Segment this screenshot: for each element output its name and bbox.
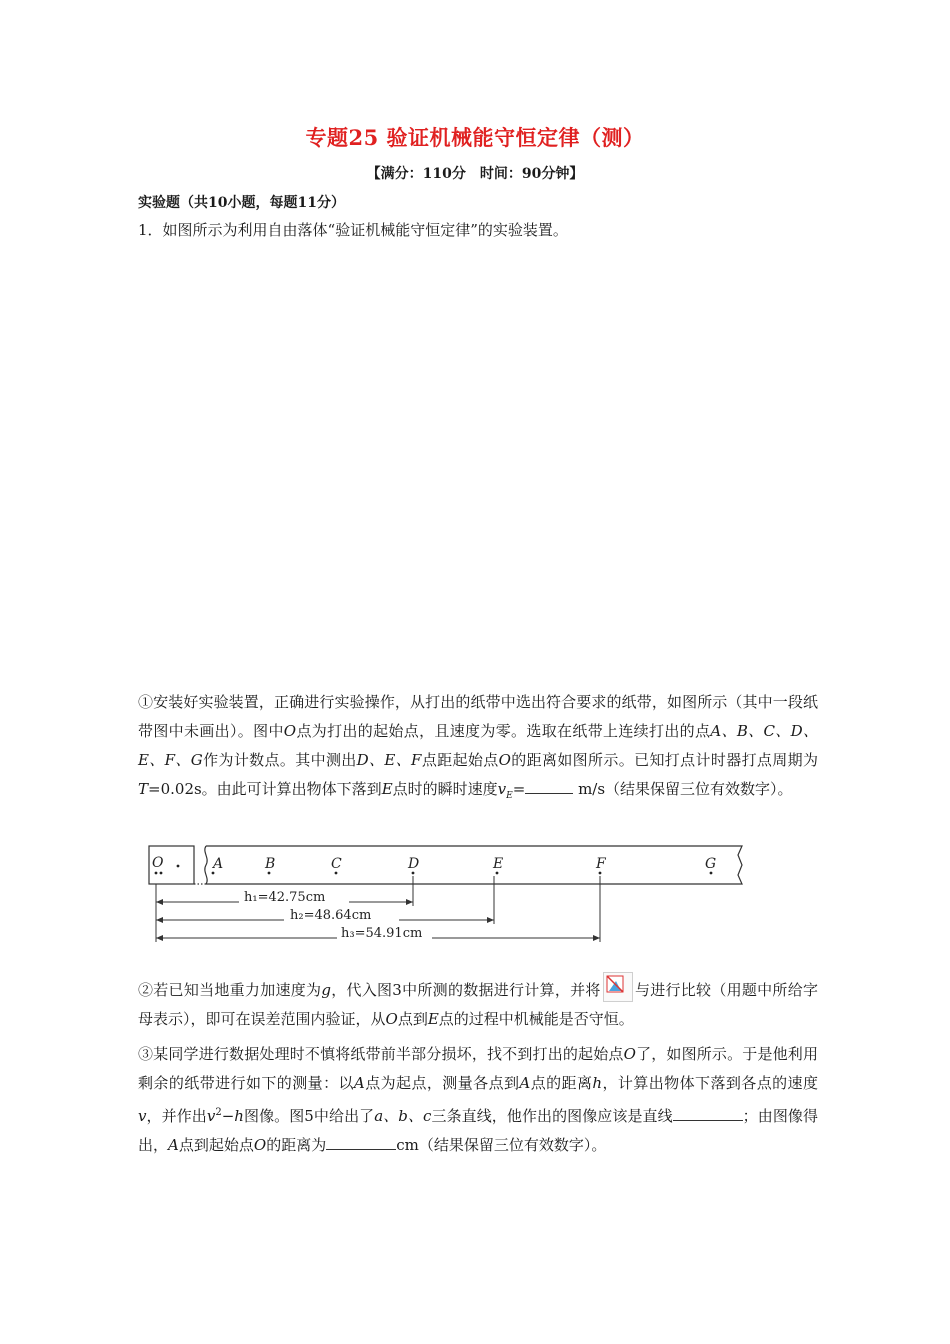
label-h3: h₃=54.91cm xyxy=(341,926,423,941)
tape-strip xyxy=(149,846,742,884)
tape-label-E: E xyxy=(493,856,504,872)
label-h1: h₁=42.75cm xyxy=(244,890,326,905)
formula-image-icon xyxy=(603,972,633,1002)
label-h2: h₂=48.64cm xyxy=(290,908,372,923)
paper-tape-diagram xyxy=(144,840,749,950)
tape-main-segment xyxy=(206,846,742,884)
score-time-info: 【满分：110分 时间：90分钟】 xyxy=(366,166,584,182)
answer-blank-line[interactable] xyxy=(673,1120,743,1121)
part-2-text: ②若已知当地重力加速度为g，代入图3中所测的数据进行计算，并将 与进行比较（用题中所给字母表示），即可在误差范围内验证，从O点到E点的过程中机械能是否守恒。 xyxy=(138,972,818,1034)
tape-dots xyxy=(155,865,713,875)
tape-label-C: C xyxy=(331,856,342,872)
answer-blank-distance[interactable] xyxy=(326,1149,396,1150)
part-1-text: ①安装好实验装置，正确进行实验操作，从打出的纸带中选出符合要求的纸带，如图所示（其中一段纸带图中未画出）。图中O点为打出的起始点，且速度为零。选取在纸带上连续打出的点A、B、C、D、E、F、G作为计数点。其中测出D、E、F点距起始点O的距离如图所示。已知打点计时器打点周期为T=0.02s。由此可计算出物体下落到E点时的瞬时速度$v_E= m/s$（结果保留三位有效数字）。 xyxy=(138,693,818,801)
tape-label-F: F xyxy=(596,856,606,872)
tape-label-G: G xyxy=(705,856,717,872)
tape-label-A: A xyxy=(213,856,224,872)
tape-label-D: D xyxy=(408,856,420,872)
page-title: 专题25 验证机械能守恒定律（测） xyxy=(305,125,645,150)
tape-torn-edge xyxy=(205,846,207,884)
section-heading: 实验题（共10小题，每题11分） xyxy=(138,195,345,211)
answer-blank-vE[interactable] xyxy=(525,793,573,794)
apparatus-figure-placeholder xyxy=(138,250,818,670)
tape-label-O: O xyxy=(152,855,164,871)
question-1-intro: 1．如图所示为利用自由落体“验证机械能守恒定律”的实验装置。 xyxy=(138,221,568,239)
part-3-text: ③某同学进行数据处理时不慎将纸带前半部分损坏，找不到打出的起始点O了，如图所示。于是他利用剩余的纸带进行如下的测量：以A点为起点，测量各点到A点的距离h，计算出物体下落到各点的速度v，并作出$v^2-h$图像。图5中给出了a、b、c三条直线，他作出的图像应该是直线 ；由图像得出，A点到起始点O的距离为 cm（结果保留三位有效数字）。 xyxy=(138,1045,818,1154)
tape-label-B: B xyxy=(265,856,276,872)
